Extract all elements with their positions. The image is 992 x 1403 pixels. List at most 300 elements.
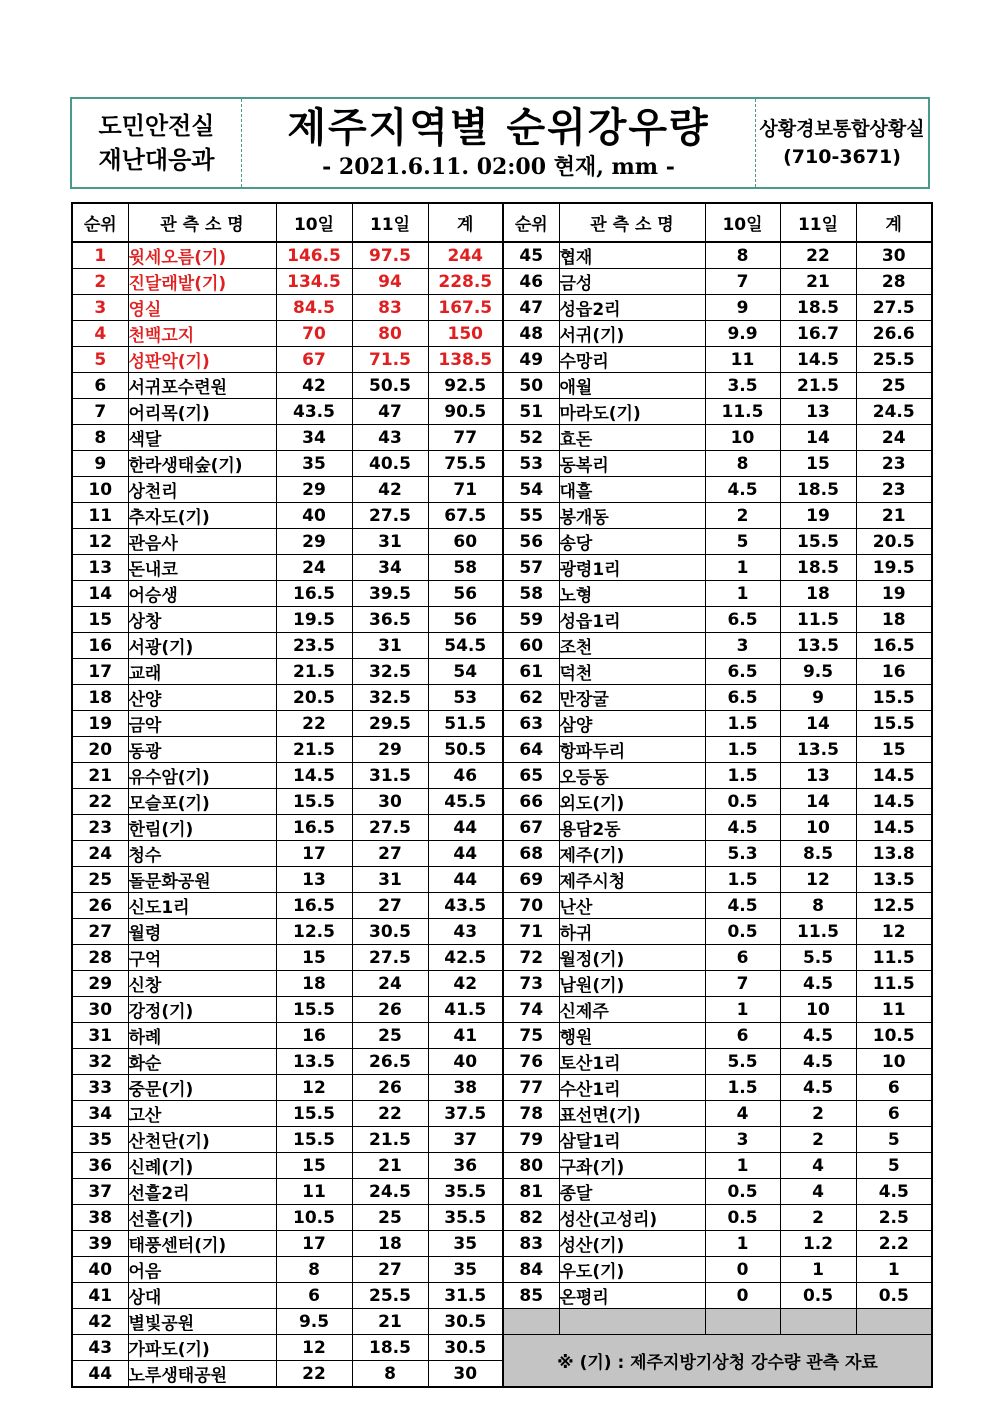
report-header [70, 97, 930, 189]
day11-cell: 31 [352, 529, 428, 555]
day11-cell: 43 [352, 425, 428, 451]
day10-cell: 4.5 [705, 893, 780, 919]
table-row [72, 347, 932, 373]
station-name-cell: 구억 [128, 945, 276, 971]
rank-cell: 27 [72, 919, 128, 945]
day10-cell: 21.5 [276, 737, 352, 763]
rank-cell: 52 [503, 425, 559, 451]
total-cell: 18 [856, 607, 932, 633]
rank-cell: 21 [72, 763, 128, 789]
rank-cell: 14 [72, 581, 128, 607]
total-cell: 1 [856, 1257, 932, 1283]
day10-cell: 11 [705, 347, 780, 373]
day10-cell: 42 [276, 373, 352, 399]
station-name-cell: 덕천 [559, 659, 705, 685]
day11-cell: 14.5 [780, 347, 856, 373]
rank-cell: 55 [503, 503, 559, 529]
rank-cell: 67 [503, 815, 559, 841]
rank-cell: 5 [72, 347, 128, 373]
rank-cell: 18 [72, 685, 128, 711]
day10-cell: 5 [705, 529, 780, 555]
day11-cell: 39.5 [352, 581, 428, 607]
rank-cell: 28 [72, 945, 128, 971]
station-name-cell: 외도(기) [559, 789, 705, 815]
total-cell: 5 [856, 1127, 932, 1153]
table-row [72, 1179, 932, 1205]
day11-cell: 9 [780, 685, 856, 711]
station-name-cell: 행원 [559, 1023, 705, 1049]
table-row [72, 1231, 932, 1257]
day11-cell: 21 [780, 269, 856, 295]
day10-cell: 11 [276, 1179, 352, 1205]
rank-cell: 1 [72, 242, 128, 269]
station-name-cell: 남원(기) [559, 971, 705, 997]
day11-cell: 1.2 [780, 1231, 856, 1257]
day11-cell: 29.5 [352, 711, 428, 737]
day11-cell: 21 [352, 1153, 428, 1179]
day11-cell: 27.5 [352, 815, 428, 841]
day10-cell: 12 [276, 1075, 352, 1101]
table-row [72, 1023, 932, 1049]
total-cell: 35.5 [428, 1179, 503, 1205]
total-cell: 6 [856, 1101, 932, 1127]
day10-cell: 1.5 [705, 763, 780, 789]
rank-cell: 66 [503, 789, 559, 815]
rank-cell: 43 [72, 1335, 128, 1361]
station-name-cell: 관음사 [128, 529, 276, 555]
total-cell: 25 [856, 373, 932, 399]
rank-cell: 54 [503, 477, 559, 503]
rank-cell: 37 [72, 1179, 128, 1205]
total-cell: 44 [428, 815, 503, 841]
station-name-cell: 노형 [559, 581, 705, 607]
day11-cell: 4.5 [780, 1075, 856, 1101]
total-cell: 23 [856, 477, 932, 503]
station-name-cell: 용담2동 [559, 815, 705, 841]
station-name-cell: 서귀(기) [559, 321, 705, 347]
rank-cell: 17 [72, 659, 128, 685]
rank-cell: 45 [503, 242, 559, 269]
table-row [72, 945, 932, 971]
rank-cell: 26 [72, 893, 128, 919]
station-name-cell: 천백고지 [128, 321, 276, 347]
table-row [72, 1153, 932, 1179]
station-name-cell: 선흘2리 [128, 1179, 276, 1205]
day10-cell: 8 [705, 242, 780, 269]
col-total: 계 [428, 203, 503, 242]
day10-cell: 29 [276, 529, 352, 555]
day10-cell: 13 [276, 867, 352, 893]
total-cell: 50.5 [428, 737, 503, 763]
day10-cell: 146.5 [276, 242, 352, 269]
rank-cell: 61 [503, 659, 559, 685]
total-cell: 35.5 [428, 1205, 503, 1231]
rank-cell: 47 [503, 295, 559, 321]
day11-cell: 24.5 [352, 1179, 428, 1205]
day10-cell: 14.5 [276, 763, 352, 789]
day10-cell: 5.3 [705, 841, 780, 867]
station-name-cell: 대흘 [559, 477, 705, 503]
station-name-cell: 종달 [559, 1179, 705, 1205]
empty-cell [503, 1309, 559, 1335]
empty-cell [780, 1309, 856, 1335]
station-name-cell: 상천리 [128, 477, 276, 503]
total-cell: 43.5 [428, 893, 503, 919]
station-name-cell: 수망리 [559, 347, 705, 373]
table-row [72, 711, 932, 737]
rank-cell: 64 [503, 737, 559, 763]
rank-cell: 85 [503, 1283, 559, 1309]
table-row [72, 971, 932, 997]
station-name-cell: 상창 [128, 607, 276, 633]
day11-cell: 47 [352, 399, 428, 425]
total-cell: 36 [428, 1153, 503, 1179]
total-cell: 71 [428, 477, 503, 503]
station-name-cell: 산양 [128, 685, 276, 711]
day10-cell: 22 [276, 1361, 352, 1388]
station-name-cell: 윗세오름(기) [128, 242, 276, 269]
rank-cell: 15 [72, 607, 128, 633]
total-cell: 228.5 [428, 269, 503, 295]
rank-cell: 24 [72, 841, 128, 867]
total-cell: 75.5 [428, 451, 503, 477]
day11-cell: 4 [780, 1153, 856, 1179]
day11-cell: 9.5 [780, 659, 856, 685]
station-name-cell: 제주시청 [559, 867, 705, 893]
station-name-cell: 송당 [559, 529, 705, 555]
day10-cell: 20.5 [276, 685, 352, 711]
total-cell: 38 [428, 1075, 503, 1101]
day11-cell: 22 [780, 242, 856, 269]
rank-cell: 36 [72, 1153, 128, 1179]
station-name-cell: 추자도(기) [128, 503, 276, 529]
day10-cell: 7 [705, 269, 780, 295]
day11-cell: 36.5 [352, 607, 428, 633]
rank-cell: 19 [72, 711, 128, 737]
rank-cell: 82 [503, 1205, 559, 1231]
station-name-cell: 동광 [128, 737, 276, 763]
day10-cell: 6 [276, 1283, 352, 1309]
station-name-cell: 영실 [128, 295, 276, 321]
table-row [72, 399, 932, 425]
rank-cell: 48 [503, 321, 559, 347]
rank-cell: 69 [503, 867, 559, 893]
col-day10: 10일 [276, 203, 352, 242]
station-name-cell: 선흘(기) [128, 1205, 276, 1231]
rank-cell: 59 [503, 607, 559, 633]
day11-cell: 18 [780, 581, 856, 607]
day11-cell: 13 [780, 399, 856, 425]
total-cell: 51.5 [428, 711, 503, 737]
day10-cell: 0.5 [705, 789, 780, 815]
total-cell: 40 [428, 1049, 503, 1075]
day11-cell: 42 [352, 477, 428, 503]
total-cell: 30.5 [428, 1335, 503, 1361]
total-cell: 31.5 [428, 1283, 503, 1309]
total-cell: 54.5 [428, 633, 503, 659]
rank-cell: 46 [503, 269, 559, 295]
total-cell: 56 [428, 581, 503, 607]
total-cell: 30 [856, 242, 932, 269]
rank-cell: 70 [503, 893, 559, 919]
col-rank: 순위 [72, 203, 128, 242]
day10-cell: 6.5 [705, 685, 780, 711]
day10-cell: 21.5 [276, 659, 352, 685]
day11-cell: 0.5 [780, 1283, 856, 1309]
total-cell: 14.5 [856, 815, 932, 841]
day11-cell: 13 [780, 763, 856, 789]
total-cell: 30.5 [428, 1309, 503, 1335]
rank-cell: 84 [503, 1257, 559, 1283]
station-name-cell: 어승생 [128, 581, 276, 607]
total-cell: 10.5 [856, 1023, 932, 1049]
day10-cell: 11.5 [705, 399, 780, 425]
rank-cell: 58 [503, 581, 559, 607]
station-name-cell: 상대 [128, 1283, 276, 1309]
day11-cell: 27 [352, 1257, 428, 1283]
day11-cell: 15.5 [780, 529, 856, 555]
day11-cell: 27 [352, 893, 428, 919]
rank-cell: 22 [72, 789, 128, 815]
rank-cell: 7 [72, 399, 128, 425]
rank-cell: 63 [503, 711, 559, 737]
station-name-cell: 월령 [128, 919, 276, 945]
station-name-cell: 가파도(기) [128, 1335, 276, 1361]
rank-cell: 32 [72, 1049, 128, 1075]
col-total: 계 [856, 203, 932, 242]
day10-cell: 13.5 [276, 1049, 352, 1075]
day11-cell: 26 [352, 1075, 428, 1101]
day11-cell: 31 [352, 867, 428, 893]
station-name-cell: 태풍센터(기) [128, 1231, 276, 1257]
table-row [72, 529, 932, 555]
rank-cell: 77 [503, 1075, 559, 1101]
total-cell: 54 [428, 659, 503, 685]
total-cell: 77 [428, 425, 503, 451]
total-cell: 37 [428, 1127, 503, 1153]
total-cell: 42.5 [428, 945, 503, 971]
total-cell: 58 [428, 555, 503, 581]
day10-cell: 10 [705, 425, 780, 451]
station-name-cell: 만장굴 [559, 685, 705, 711]
rank-cell: 38 [72, 1205, 128, 1231]
rank-cell: 79 [503, 1127, 559, 1153]
table-row [72, 737, 932, 763]
table-row [72, 1205, 932, 1231]
table-row [72, 373, 932, 399]
day10-cell: 6.5 [705, 659, 780, 685]
rank-cell: 80 [503, 1153, 559, 1179]
day11-cell: 1 [780, 1257, 856, 1283]
day11-cell: 19 [780, 503, 856, 529]
table-row [72, 555, 932, 581]
day10-cell: 15 [276, 945, 352, 971]
station-name-cell: 항파두리 [559, 737, 705, 763]
rank-cell: 9 [72, 451, 128, 477]
day11-cell: 2 [780, 1101, 856, 1127]
day10-cell: 2 [705, 503, 780, 529]
total-cell: 20.5 [856, 529, 932, 555]
day10-cell: 1 [705, 1153, 780, 1179]
day10-cell: 3 [705, 1127, 780, 1153]
table-row [72, 633, 932, 659]
day11-cell: 22 [352, 1101, 428, 1127]
day11-cell: 27.5 [352, 503, 428, 529]
station-name-cell: 산천단(기) [128, 1127, 276, 1153]
day11-cell: 18.5 [352, 1335, 428, 1361]
day11-cell: 21.5 [352, 1127, 428, 1153]
day10-cell: 15.5 [276, 997, 352, 1023]
station-name-cell: 신창 [128, 971, 276, 997]
day10-cell: 8 [705, 451, 780, 477]
total-cell: 53 [428, 685, 503, 711]
day11-cell: 83 [352, 295, 428, 321]
station-name-cell: 청수 [128, 841, 276, 867]
col-station: 관 측 소 명 [128, 203, 276, 242]
station-name-cell: 유수암(기) [128, 763, 276, 789]
day11-cell: 31 [352, 633, 428, 659]
col-day11: 11일 [352, 203, 428, 242]
table-row [72, 893, 932, 919]
station-name-cell: 색달 [128, 425, 276, 451]
station-name-cell: 성읍2리 [559, 295, 705, 321]
rank-cell: 13 [72, 555, 128, 581]
day10-cell: 9.5 [276, 1309, 352, 1335]
total-cell: 13.5 [856, 867, 932, 893]
day11-cell: 80 [352, 321, 428, 347]
total-cell: 56 [428, 607, 503, 633]
total-cell: 43 [428, 919, 503, 945]
day11-cell: 8 [352, 1361, 428, 1388]
day11-cell: 14 [780, 789, 856, 815]
table-row [72, 1101, 932, 1127]
rank-cell: 51 [503, 399, 559, 425]
rank-cell: 31 [72, 1023, 128, 1049]
day10-cell: 5.5 [705, 1049, 780, 1075]
rank-cell: 76 [503, 1049, 559, 1075]
rank-cell: 56 [503, 529, 559, 555]
day10-cell: 24 [276, 555, 352, 581]
total-cell: 11.5 [856, 971, 932, 997]
total-cell: 24 [856, 425, 932, 451]
day10-cell: 3 [705, 633, 780, 659]
day10-cell: 7 [705, 971, 780, 997]
day10-cell: 67 [276, 347, 352, 373]
day11-cell: 21 [352, 1309, 428, 1335]
rank-cell: 3 [72, 295, 128, 321]
table-row [72, 242, 932, 269]
col-station: 관 측 소 명 [559, 203, 705, 242]
day10-cell: 23.5 [276, 633, 352, 659]
department-name: 도민안전실 [98, 112, 215, 140]
empty-cell [705, 1309, 780, 1335]
rank-cell: 78 [503, 1101, 559, 1127]
rank-cell: 49 [503, 347, 559, 373]
total-cell: 6 [856, 1075, 932, 1101]
total-cell: 67.5 [428, 503, 503, 529]
rank-cell: 4 [72, 321, 128, 347]
day10-cell: 40 [276, 503, 352, 529]
total-cell: 23 [856, 451, 932, 477]
day11-cell: 4.5 [780, 971, 856, 997]
day10-cell: 10.5 [276, 1205, 352, 1231]
table-row [72, 659, 932, 685]
empty-cell [856, 1309, 932, 1335]
rank-cell: 12 [72, 529, 128, 555]
table-row [72, 841, 932, 867]
station-name-cell: 서귀포수련원 [128, 373, 276, 399]
table-row [72, 1335, 932, 1361]
station-name-cell: 애월 [559, 373, 705, 399]
day10-cell: 1 [705, 1231, 780, 1257]
station-name-cell: 표선면(기) [559, 1101, 705, 1127]
day11-cell: 4 [780, 1179, 856, 1205]
rank-cell: 20 [72, 737, 128, 763]
day11-cell: 10 [780, 815, 856, 841]
rank-cell: 72 [503, 945, 559, 971]
day11-cell: 31.5 [352, 763, 428, 789]
day10-cell: 29 [276, 477, 352, 503]
station-name-cell: 돌문화공원 [128, 867, 276, 893]
station-name-cell: 마라도(기) [559, 399, 705, 425]
table-row [72, 919, 932, 945]
station-name-cell: 오등동 [559, 763, 705, 789]
table-row [72, 477, 932, 503]
total-cell: 5 [856, 1153, 932, 1179]
table-row [72, 607, 932, 633]
station-name-cell: 별빛공원 [128, 1309, 276, 1335]
rank-cell: 23 [72, 815, 128, 841]
rank-cell: 44 [72, 1361, 128, 1388]
day10-cell: 1.5 [705, 711, 780, 737]
day10-cell: 134.5 [276, 269, 352, 295]
table-row [72, 1257, 932, 1283]
day11-cell: 40.5 [352, 451, 428, 477]
day10-cell: 0.5 [705, 919, 780, 945]
rank-cell: 68 [503, 841, 559, 867]
total-cell: 28 [856, 269, 932, 295]
station-name-cell: 수산1리 [559, 1075, 705, 1101]
col-rank: 순위 [503, 203, 559, 242]
rank-cell: 29 [72, 971, 128, 997]
total-cell: 15.5 [856, 685, 932, 711]
station-name-cell: 삼양 [559, 711, 705, 737]
total-cell: 244 [428, 242, 503, 269]
day10-cell: 6 [705, 945, 780, 971]
station-name-cell: 화순 [128, 1049, 276, 1075]
day10-cell: 0 [705, 1257, 780, 1283]
day11-cell: 27.5 [352, 945, 428, 971]
day10-cell: 1.5 [705, 737, 780, 763]
rank-cell: 62 [503, 685, 559, 711]
total-cell: 30 [428, 1361, 503, 1388]
station-name-cell: 신도1리 [128, 893, 276, 919]
day11-cell: 11.5 [780, 607, 856, 633]
total-cell: 15 [856, 737, 932, 763]
rank-cell: 39 [72, 1231, 128, 1257]
report-timestamp: - 2021.6.11. 02:00 현재, mm - [322, 154, 675, 180]
station-name-cell: 모슬포(기) [128, 789, 276, 815]
total-cell: 10 [856, 1049, 932, 1075]
table-row [72, 1049, 932, 1075]
day10-cell: 4.5 [705, 477, 780, 503]
rank-cell: 65 [503, 763, 559, 789]
day10-cell: 1 [705, 555, 780, 581]
station-name-cell: 협재 [559, 242, 705, 269]
empty-cell [559, 1309, 705, 1335]
day10-cell: 3.5 [705, 373, 780, 399]
total-cell: 24.5 [856, 399, 932, 425]
